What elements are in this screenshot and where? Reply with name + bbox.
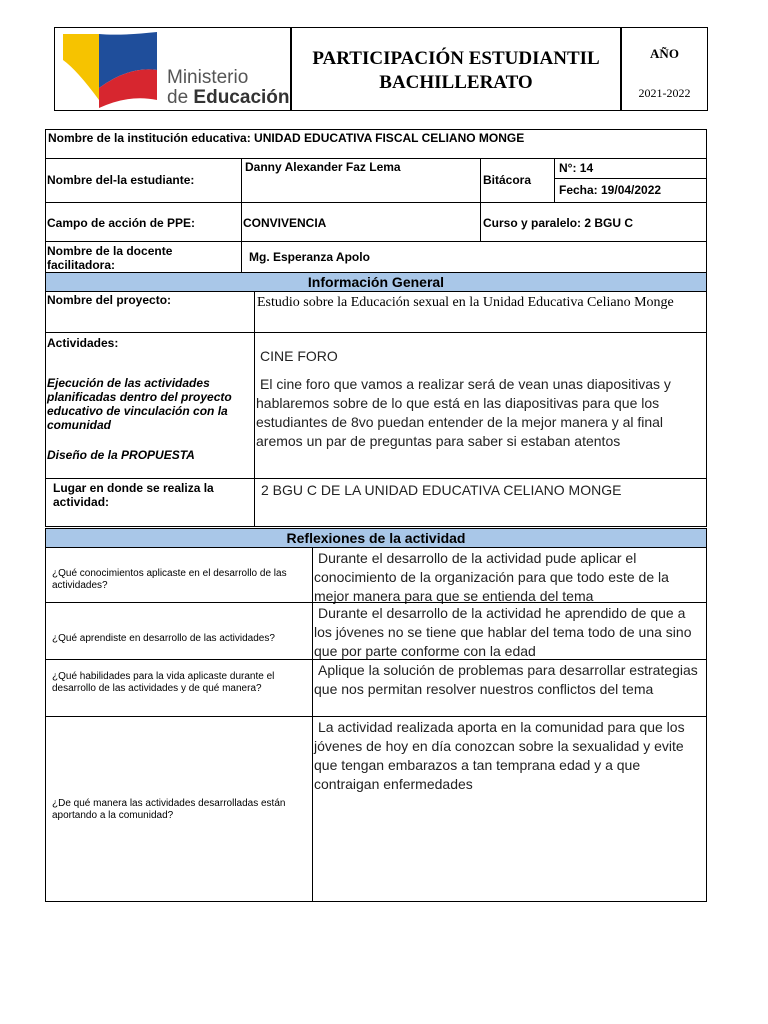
lugar-value: 2 BGU C DE LA UNIDAD EDUCATIVA CELIANO MONGE [261,482,622,498]
ecuador-flag-logo-icon [59,30,159,108]
bitacora-number-cell [554,158,707,179]
answer-cell-2 [312,602,707,660]
bitacora-date-cell [554,178,707,203]
question-cell-4 [45,716,313,902]
answer-cell-1 [312,547,707,603]
reflexiones-section-header [45,528,707,548]
year-value: 2021-2022 [638,86,691,100]
diseno-label: Diseño de la PROPUESTA [47,448,195,462]
curso-value: Curso y paralelo: 2 BGU C [483,216,634,230]
proyecto-label: Nombre del proyecto: [47,293,172,307]
campo-value-cell [241,202,481,242]
actividades-label: Actividades: [47,336,119,350]
actividades-label-cell [45,332,255,479]
institution-text: Nombre de la institución educativa: UNIDAD EDUCATIVA FISCAL CELIANO MONGE [48,131,525,145]
docente-value-cell [241,241,707,273]
docente-label: Nombre de la docente facilitadora: [47,244,173,272]
bitacora-label: Bitácora [483,173,532,187]
student-label: Nombre del-la estudiante: [47,173,195,187]
bitacora-label-cell [480,158,555,203]
campo-value: CONVIVENCIA [243,216,327,230]
student-value-cell [241,158,481,203]
ejecucion-label: Ejecución de las actividades planificadas dentro del proyecto educativo de vinculación con la comunidad [47,376,232,432]
header-title-box [291,27,621,111]
page-title-line-1: PARTICIPACIÓN ESTUDIANTIL [312,48,600,69]
bitacora-date: Fecha: 19/04/2022 [559,183,662,197]
ministry-logo-text [167,68,290,108]
header-year-box [621,27,708,111]
proyecto-value: Estudio sobre la Educación sexual en la Unidad Educativa Celiano Monge [257,295,674,310]
reflexiones-heading: Reflexiones de la actividad [286,530,466,546]
question-text: ¿Qué aprendiste en desarrollo de las actividades? [52,633,275,644]
actividad-description: El cine foro que vamos a realizar será de vean unas diapositivas y hablaremos sobre de lo que está en las diapositivas para que los estudiantes de 8vo puedan entender de la mejor manera y al final aremos un par de preguntas para saber si estaban atentos [256,376,671,449]
student-value: Danny Alexander Faz Lema [245,160,401,174]
curso-cell [480,202,707,242]
general-section-header [45,272,707,292]
answer-text: La actividad realizada aporta en la comunidad para que los jóvenes de hoy en día conozcan sobre la sexualidad y evite que tengan embarazos a tan temprana edad y a que contraigan enfermedades [314,719,685,792]
header-logo-box [54,27,291,111]
docente-label-cell [45,241,242,273]
question-text: ¿De qué manera las actividades desarrolladas están aportando a la comunidad? [52,798,286,821]
question-cell-3 [45,659,313,717]
question-text: ¿Qué conocimientos aplicaste en el desarrollo de las actividades? [52,568,287,591]
answer-cell-3 [312,659,707,717]
actividad-title: CINE FORO [260,348,338,364]
proyecto-label-cell [45,291,255,333]
answer-text: Durante el desarrollo de la actividad he aprendido de que a los jóvenes no se tiene que hablar del tema todo de una sino que por parte conforme con la edad [314,605,692,659]
lugar-label: Lugar en donde se realiza la actividad: [53,481,214,509]
question-cell-1 [45,547,313,603]
bitacora-number: N°: 14 [559,161,594,175]
answer-cell-4 [312,716,707,902]
campo-label: Campo de acción de PPE: [47,216,196,230]
general-heading: Información General [307,274,445,290]
lugar-label-cell [45,478,255,527]
answer-text: Durante el desarrollo de la actividad pude aplicar el conocimiento de la organización para que todo este de la mejor manera para que se entienda del tema [314,550,669,604]
logo-line-1: Ministerio [167,67,249,88]
question-text: ¿Qué habilidades para la vida aplicaste durante el desarrollo de las actividades y de qué manera? [52,671,275,694]
actividades-value-cell [254,332,707,479]
question-cell-2 [45,602,313,660]
logo-line-2: de Educación [167,87,290,108]
answer-text: Aplique la solución de problemas para desarrollar estrategias que nos permitan resolver nuestros conflictos del tema [314,662,698,697]
page-title-line-2: BACHILLERATO [379,72,533,93]
campo-label-cell [45,202,242,242]
lugar-value-cell [254,478,707,527]
proyecto-value-cell [254,291,707,333]
institution-row [45,129,707,159]
year-label: AÑO [650,46,679,61]
student-label-cell [45,158,242,203]
docente-value: Mg. Esperanza Apolo [249,250,370,264]
